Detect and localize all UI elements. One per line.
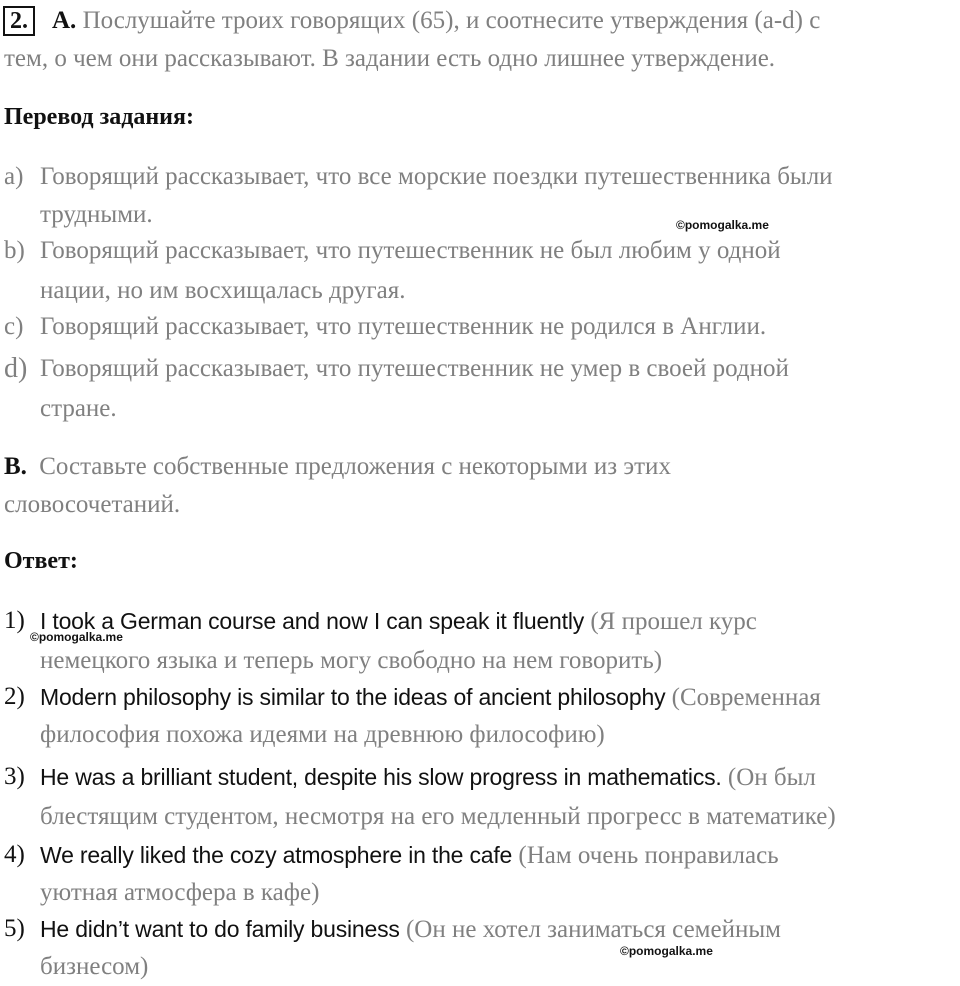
answer-item-1-marker: 1)	[4, 607, 25, 634]
task-number: 2.	[10, 8, 28, 34]
watermark: ©pomogalka.me	[620, 944, 713, 958]
translation-item-d-line1: Говорящий рассказывает, что путешественник не умер в своей родной	[40, 355, 789, 382]
answer-item-4-marker: 4)	[4, 841, 25, 868]
answer-ru: (Нам очень понравилась	[518, 842, 779, 869]
watermark: ©pomogalka.me	[676, 218, 769, 232]
translation-heading: Перевод задания:	[4, 104, 194, 130]
answer-ru: (Он не хотел заниматься семейным	[405, 916, 781, 943]
item-marker: a)	[4, 163, 24, 190]
watermark: ©pomogalka.me	[30, 630, 123, 644]
item-marker: c)	[4, 313, 24, 340]
answer-ru: (Он был	[727, 764, 816, 791]
answer-item-3-marker: 3)	[4, 763, 25, 790]
item-marker: b)	[4, 237, 25, 264]
translation-item-a-line2: трудными.	[40, 201, 153, 228]
answer-item-3-line1	[40, 758, 816, 797]
part-b-line-2: словосочетаний.	[4, 491, 181, 518]
translation-item-a	[4, 158, 23, 196]
answer-en: Modern philosophy is similar to the ideas of ancient philosophy	[40, 684, 666, 710]
answer-en: We really liked the cozy atmosphere in the cafe	[40, 842, 513, 868]
answer-en: I took a German course and now I can speak it fluently	[40, 608, 585, 634]
translation-item-c	[4, 308, 23, 346]
answer-item-3-line2: блестящим студентом, несмотря на его медленный прогресс в математике)	[40, 803, 836, 830]
translation-item-b	[4, 232, 25, 270]
translation-item-c-line1: Говорящий рассказывает, что путешественник не родился в Англии.	[40, 313, 767, 340]
part-b-label: B.	[4, 453, 27, 480]
part-b-line-1	[4, 448, 671, 486]
answer-item-4-line1	[40, 836, 779, 875]
answer-item-5-line2: бизнесом)	[40, 953, 149, 980]
part-b-text-1: Составьте собственные предложения с некоторыми из этих	[39, 453, 671, 480]
part-a-text-1: Послушайте троих говорящих (65), и соотнесите утверждения (a-d) с	[82, 7, 821, 34]
translation-item-b-line2: нации, но им восхищалась другая.	[40, 277, 406, 304]
answer-item-2-line1	[40, 678, 821, 717]
item-marker: d)	[4, 353, 28, 384]
answer-heading: Ответ:	[4, 548, 78, 574]
translation-item-b-line1: Говорящий рассказывает, что путешественник не был любим у одной	[40, 237, 781, 264]
answer-item-4-line2: уютная атмосфера в кафе)	[40, 879, 320, 906]
part-a-line-1	[52, 2, 820, 40]
translation-item-a-line1: Говорящий рассказывает, что все морские поездки путешественника были	[40, 163, 833, 190]
answer-en: He was a brilliant student, despite his slow progress in mathematics.	[40, 764, 722, 790]
part-a-line-2: тем, о чем они рассказывают. В задании есть одно лишнее утверждение.	[4, 45, 776, 72]
answer-item-1-line2: немецкого языка и теперь могу свободно на нем говорить)	[40, 647, 663, 674]
part-a-label: A.	[52, 7, 77, 34]
answer-ru: (Современная	[671, 684, 821, 711]
answer-item-2-line2: философия похожа идеями на древнюю философию)	[40, 721, 605, 748]
answer-en: He didn’t want to do family business	[40, 916, 400, 942]
answer-item-2-marker: 2)	[4, 683, 25, 710]
answer-item-5-marker: 5)	[4, 915, 25, 942]
task-number-box	[3, 6, 35, 36]
translation-item-d-line2: стране.	[40, 395, 117, 422]
translation-item-d	[4, 350, 27, 388]
answer-item-1-line1	[40, 602, 757, 641]
answer-ru: (Я прошел курс	[590, 608, 757, 635]
